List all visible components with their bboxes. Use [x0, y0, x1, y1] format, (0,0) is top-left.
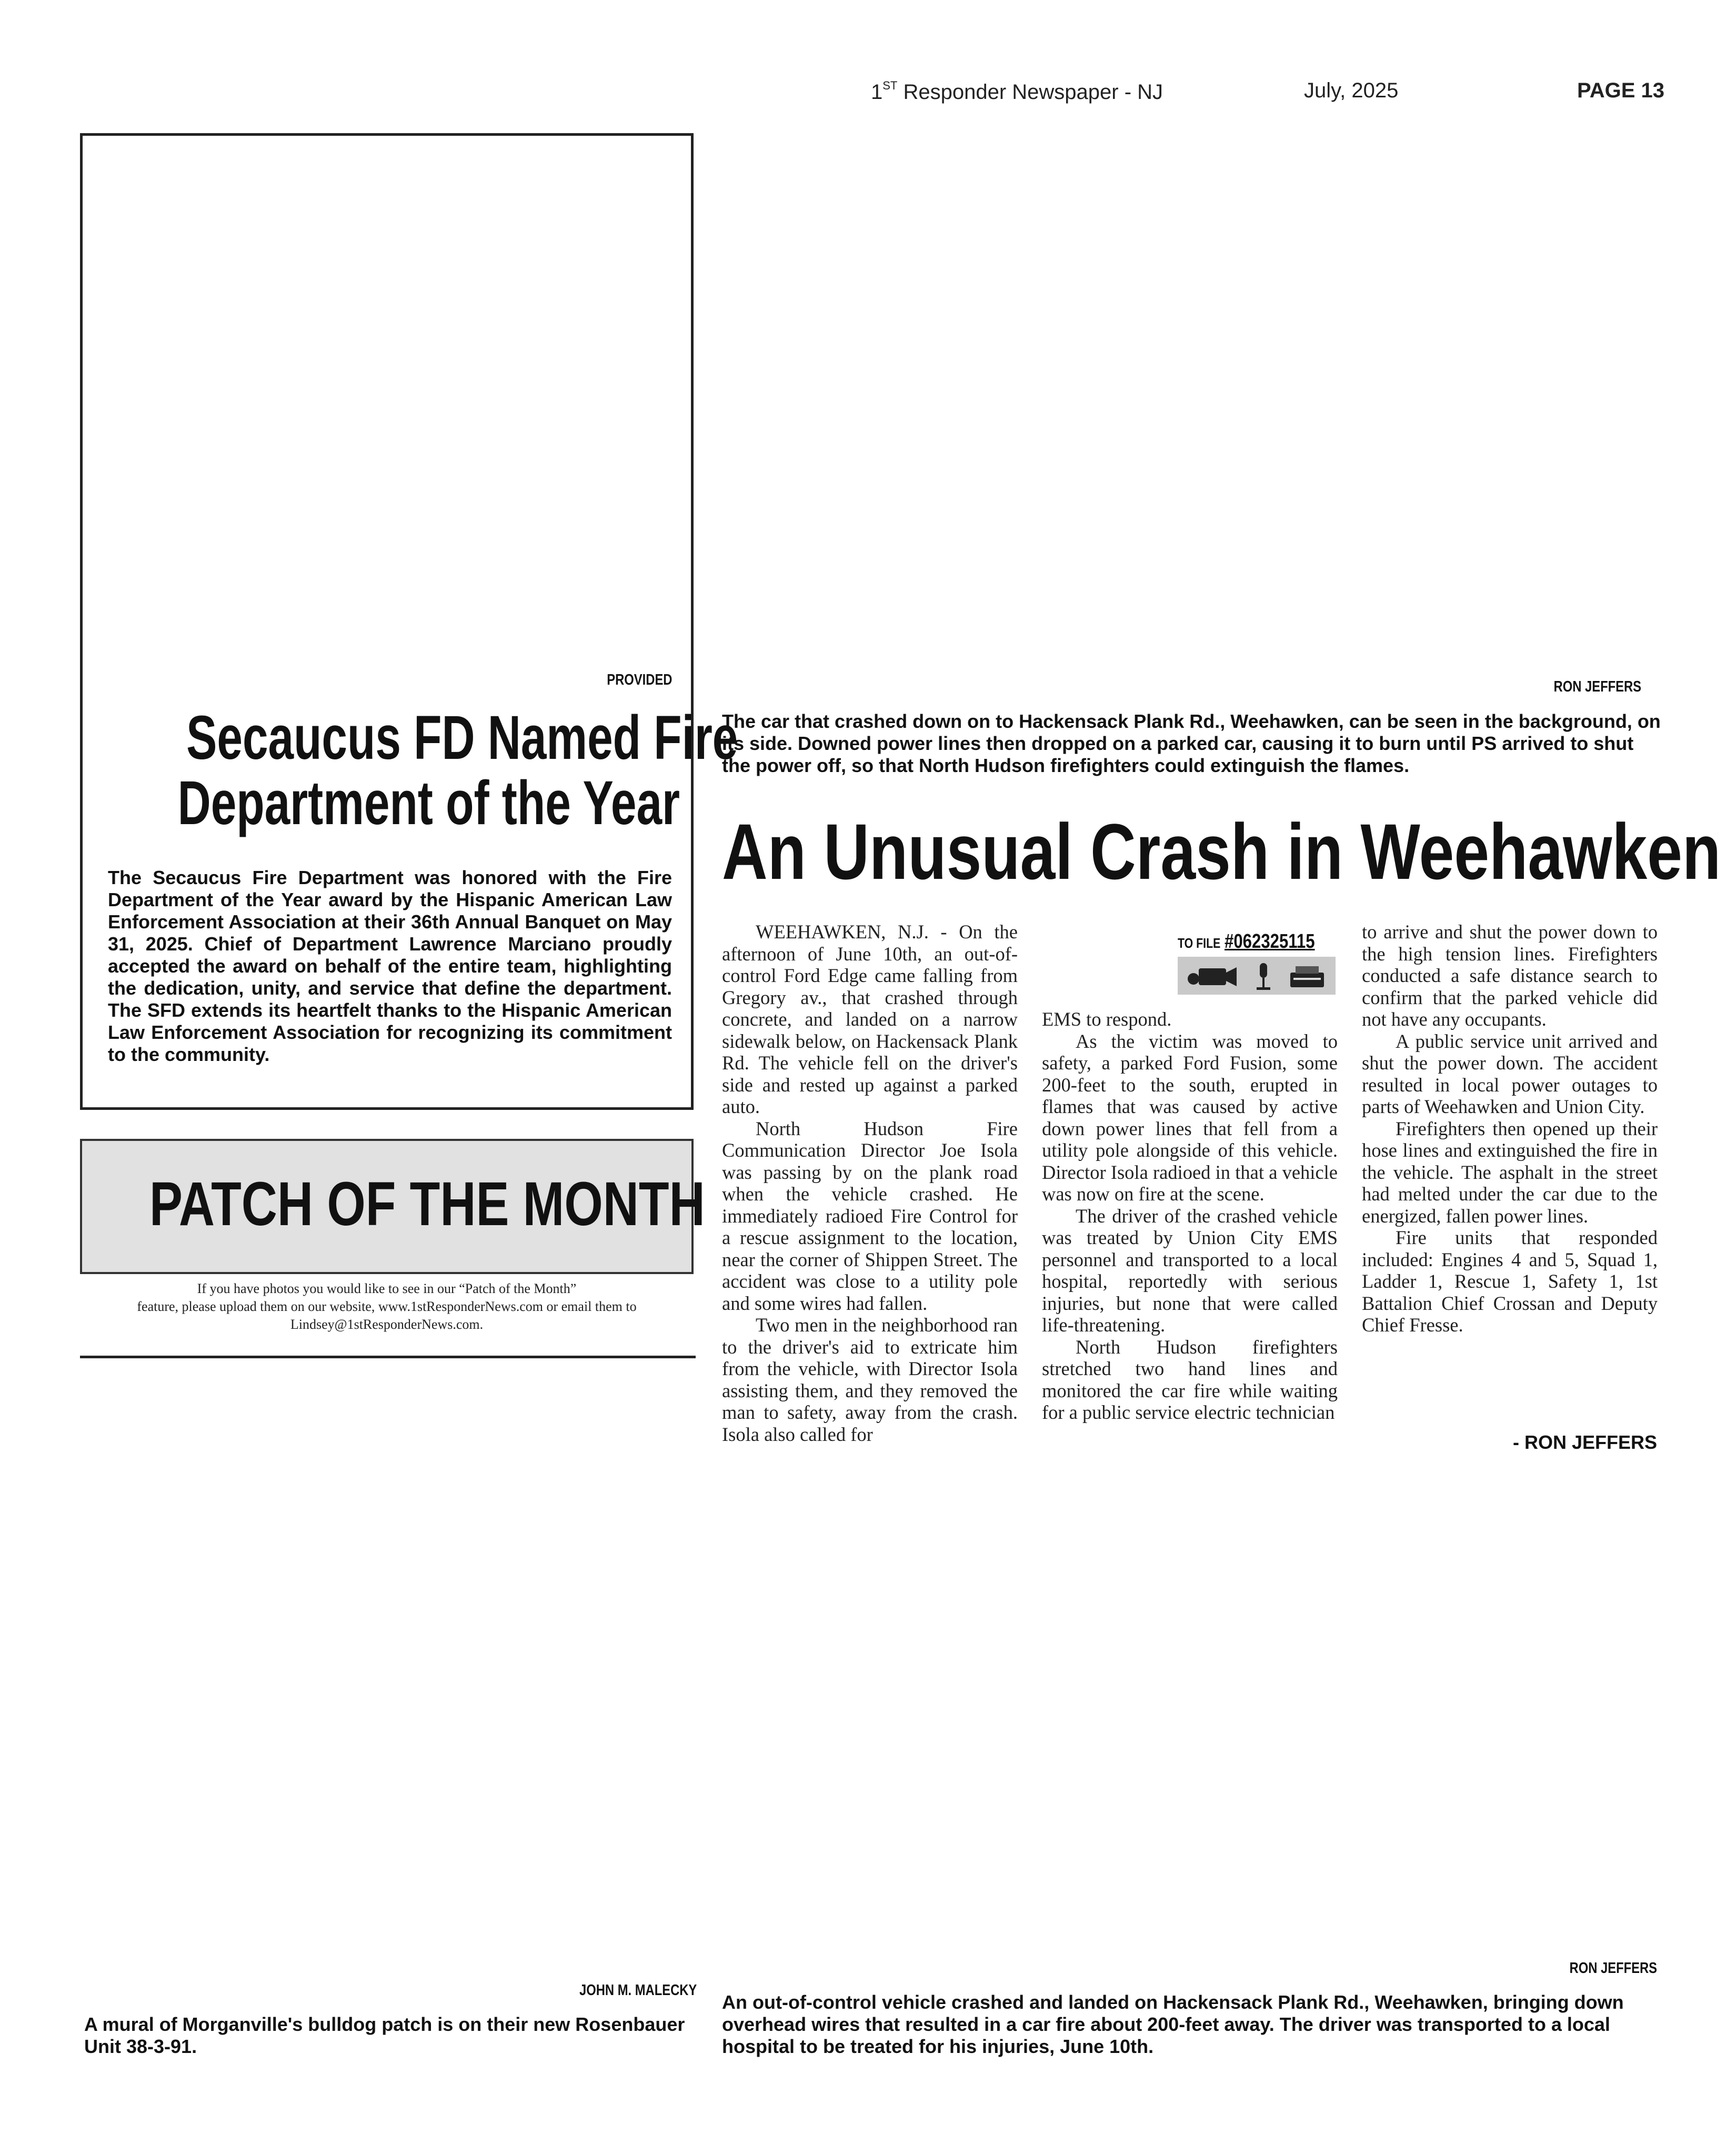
- col1-paragraph: Two men in the neighborhood ran to the driver's aid to extricate him from the vehicle, with Director Isola assisting them, and they removed the man to safety, away from the crash. Isola also called for: [722, 1314, 1018, 1445]
- newspaper-name: [871, 79, 1163, 104]
- col2-paragraph: As the victim was moved to safety, a parked Ford Fusion, some 200-feet to the south, erupted in flames that was caused by active down power lines that fell from a utility pole alongside of this vehicle. Director Isola radioed in that a vehicle was now on fire at the scene.: [1042, 1030, 1338, 1205]
- photo-credit-malecky: JOHN M. MALECKY: [579, 1982, 697, 1999]
- page-number: PAGE 13: [1577, 79, 1664, 102]
- article-column-1: [722, 921, 1018, 1445]
- article-column-3: [1362, 921, 1658, 1336]
- patch-photo-caption: A mural of Morganville's bulldog patch is on their new Rosenbauer Unit 38-3-91.: [84, 2013, 685, 2057]
- patch-title-text: PATCH OF THE MONTH: [149, 1169, 705, 1239]
- patch-of-month-title: [80, 1169, 705, 1239]
- col2-paragraph: North Hudson firefighters stretched two hand lines and monitored the car fire while waiting for a public service electric technician: [1042, 1336, 1338, 1423]
- patch-submission-note: [80, 1280, 694, 1334]
- col3-paragraph: Fire units that responded included: Engines 4 and 5, Squad 1, Ladder 1, Rescue 1, Safety 1, 1st Battalion Chief Crossan and Deputy Chief Fresse.: [1362, 1227, 1658, 1336]
- photo-credit-bottom: RON JEFFERS: [1569, 1960, 1657, 1977]
- col3-lead: to arrive and shut the power down to the high tension lines. Firefighters conducted a safe distance search to confirm that the parked vehicle did not have any occupants.: [1362, 921, 1658, 1030]
- divider-rule: [80, 1356, 696, 1358]
- crash-headline: [722, 807, 1722, 896]
- col2-paragraph: The driver of the crashed vehicle was treated by Union City EMS personnel and transported to a local hospital, reportedly with serious injuries, but none that were called life-threatening.: [1042, 1205, 1338, 1336]
- media-icons: [1178, 957, 1336, 995]
- typewriter-icon: [1290, 966, 1324, 987]
- paper-superscript: ST: [882, 79, 898, 92]
- secaucus-headline-line1: Secaucus FD Named Fire: [186, 703, 738, 773]
- col2-lead: EMS to respond.: [1042, 1008, 1172, 1030]
- article-byline: - RON JEFFERS: [1512, 1431, 1657, 1453]
- patch-note-line1: If you have photos you would like to see in our “Patch of the Month”: [197, 1281, 577, 1296]
- paper-name-rest: Responder Newspaper - NJ: [897, 81, 1163, 104]
- to-file-label: TO FILE: [1178, 935, 1221, 951]
- to-file-tag: [1178, 930, 1334, 953]
- camcorder-icon: [1188, 967, 1237, 986]
- crash-headline-text: An Unusual Crash in Weehawken: [722, 807, 1721, 896]
- secaucus-headline-line2: Department of the Year: [177, 768, 680, 838]
- patch-note-line3: Lindsey@1stResponderNews.com.: [290, 1317, 484, 1332]
- col1-paragraph: North Hudson Fire Communication Director Joe Isola was passing by on the plank road when the vehicle crashed. He immediately radioed Fire Control for a rescue assignment to the location, near the corner of Shippen Street. The accident was close to a utility pole and some wires had fallen.: [722, 1117, 1018, 1314]
- microphone-icon: [1257, 963, 1270, 990]
- crash-bottom-photo-caption: An out-of-control vehicle crashed and landed on Hackensack Plank Rd., Weehawken, bringing down overhead wires that resulted in a car fire about 200-feet away. The driver was transported to a local hospital to be treated for his injuries, June 10th.: [722, 1991, 1624, 2057]
- patch-note-line2: feature, please upload them on our website, www.1stResponderNews.com or email them to: [137, 1299, 637, 1314]
- col3-paragraph: A public service unit arrived and shut the power down. The accident resulted in local power outages to parts of Weehawken and Union City.: [1362, 1030, 1658, 1117]
- crash-top-photo-caption: The car that crashed down on to Hackensack Plank Rd., Weehawken, can be seen in the background, on its side. Downed power lines then dropped on a parked car, causing it to burn until PS arrived to shut the power off, so that North Hudson firefighters could extinguish the flames.: [722, 710, 1661, 776]
- photo-credit-top: RON JEFFERS: [1553, 678, 1641, 695]
- issue-date: July, 2025: [1304, 79, 1399, 102]
- paper-prefix: 1: [871, 81, 883, 104]
- article-column-2: [1042, 1008, 1338, 1424]
- col1-paragraph: WEEHAWKEN, N.J. - On the afternoon of June 10th, an out-of-control Ford Edge came falling from Gregory av., that crashed through concrete, and landed on a narrow sidewalk below, on Hackensack Plank Rd. The vehicle fell on the driver's side and rested up against a parked auto.: [722, 921, 1018, 1117]
- col3-paragraph: Firefighters then opened up their hose lines and extinguished the fire in the vehicle. The asphalt in the street had melted under the car due to the energized, fallen power lines.: [1362, 1117, 1658, 1227]
- media-icons-strip: [1178, 957, 1336, 995]
- secaucus-headline: [89, 703, 738, 838]
- secaucus-body: The Secaucus Fire Department was honored with the Fire Department of the Year award by the Hispanic American Law Enforcement Association at their 36th Annual Banquet on May 31, 2025. Chief of Department Lawrence Marciano proudly accepted the award on behalf of the entire team, highlighting the dedication, unity, and service that define the department. The SFD extends its heartfelt thanks to the Hispanic American Law Enforcement Association for recognizing its commitment to the community.: [108, 867, 672, 1065]
- photo-credit-provided: PROVIDED: [606, 672, 672, 688]
- to-file-number: #062325115: [1224, 930, 1315, 953]
